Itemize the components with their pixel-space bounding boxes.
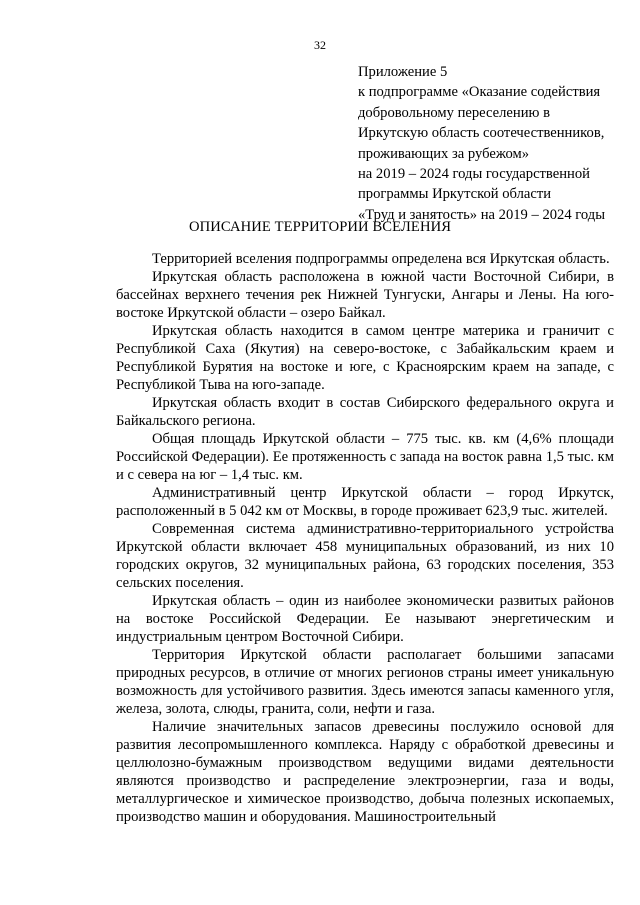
paragraph: Иркутская область – один из наиболее экономически развитых районов на востоке Российской Федерации. Ее называют энергетическим и индустриальным центром Восточной Сибири. (116, 593, 614, 645)
paragraph: Наличие значительных запасов древесины послужило основой для развития лесопромышленного комплекса. Наряду с обработкой древесины и целлюлозно-бумажным производством ведущими видами деятельности являются производство и распределение электроэнергии, газа и воды, металлургическое и химическое производство, добыча полезных ископаемых, производство машин и оборудования. Машиностроительный (116, 719, 614, 825)
paragraph: Территорией вселения подпрограммы определена вся Иркутская область. (152, 251, 610, 267)
appendix-line: на 2019 – 2024 годы государственной (358, 166, 590, 183)
appendix-line: проживающих за рубежом» (358, 145, 530, 162)
paragraph: Общая площадь Иркутской области – 775 тыс. кв. км (4,6% площади Российской Федерации). Ее протяженность с запада на восток равна 1,5 тыс. км и с севера на юг – 1,4 тыс. км. (116, 431, 614, 483)
appendix-line: Иркутскую область соотечественников, (358, 125, 605, 142)
paragraph: Административный центр Иркутской области – город Иркутск, расположенный в 5 042 км от Москвы, в городе проживает 623,9 тыс. жителей. (116, 485, 614, 519)
appendix-line: добровольному переселению в (358, 104, 550, 121)
paragraph: Иркутская область находится в самом центре материка и граничит с Республикой Саха (Якутия) на северо-востоке, с Забайкальским краем и Республикой Бурятия на востоке и юге, с Красноярским краем на западе, с Республикой Тыва на юго-западе. (116, 323, 614, 393)
appendix-line: «Труд и занятость» на 2019 – 2024 годы (358, 206, 606, 223)
appendix-line: программы Иркутской области (358, 186, 552, 203)
document-body (116, 250, 614, 826)
paragraph: Иркутская область входит в состав Сибирского федерального округа и Байкальского региона. (116, 395, 614, 429)
paragraph: Современная система административно-территориального устройства Иркутской области включает 458 муниципальных образований, из них 10 городских округов, 32 муниципальных района, 63 городских поселения, 353 сельских поселения. (116, 521, 614, 591)
paragraph: Территория Иркутской области располагает большими запасами природных ресурсов, в отличие от многих регионов страны имеет уникальную возможность для устойчивого развития. Здесь имеются запасы каменного угля, железа, золота, слюды, гранита, соли, нефти и газа. (116, 647, 614, 717)
appendix-line: к подпрограмме «Оказание содействия (358, 84, 601, 101)
appendix-line: Приложение 5 (358, 64, 448, 80)
page-title: ОПИСАНИЕ ТЕРРИТОРИИ ВСЕЛЕНИЯ (188, 219, 452, 235)
appendix-header (358, 62, 628, 225)
paragraph: Иркутская область расположена в южной части Восточной Сибири, в бассейнах верхнего течения рек Нижней Тунгуски, Ангары и Лены. На юго-востоке Иркутской области – озеро Байкал. (116, 269, 614, 321)
page-number: 32 (314, 38, 326, 52)
